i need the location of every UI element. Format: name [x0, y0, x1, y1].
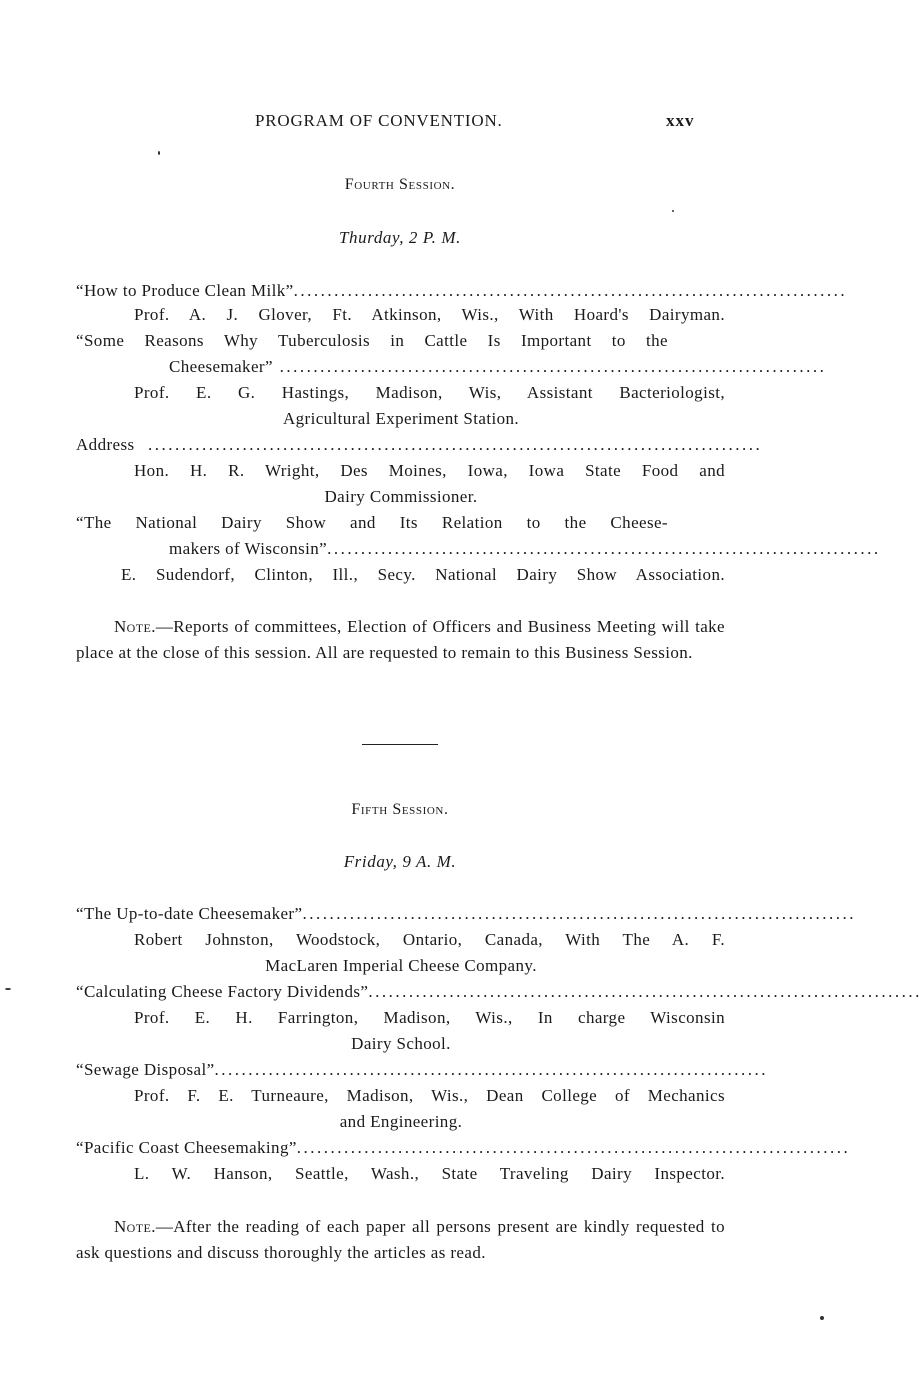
program-item-topic: “Calculating Cheese Factory Dividends” ..................................................................................: [76, 982, 922, 1001]
note-label: Note.: [114, 1217, 156, 1236]
session-note: [76, 614, 725, 666]
session-title: Fifth Session.: [351, 801, 449, 818]
program-item-topic: “Some Reasons Why Tuberculosis in Cattle Is Important to the: [76, 331, 668, 350]
program-item-speaker: Agricultural Experiment Station.: [282, 409, 520, 428]
program-item-speaker: Robert Johnston, Woodstock, Ontario, Canada, With The A. F.: [134, 930, 725, 949]
program-item-topic: “Pacific Coast Cheesemaking” ..................................................................................: [76, 1138, 851, 1157]
program-item-speaker: L. W. Hanson, Seattle, Wash., State Traveling Dairy Inspector.: [134, 1164, 725, 1183]
program-item-topic: Cheesemaker” .................................................................................: [169, 357, 827, 376]
session-time: Friday, 9 A. M.: [343, 852, 457, 871]
program-item-speaker: Prof. E. G. Hastings, Madison, Wis, Assistant Bacteriologist,: [134, 383, 725, 402]
scan-speck: [672, 210, 674, 212]
note-text: —Reports of committees, Election of Officers and Business Meeting will take place at the close of this session. All are requested to remain to this Business Session.: [76, 617, 725, 662]
section-divider: [362, 744, 438, 745]
scan-speck: [820, 1316, 824, 1320]
program-item-topic: Address ...........................................................................................: [76, 435, 763, 454]
program-item-speaker: Hon. H. R. Wright, Des Moines, Iowa, Iowa State Food and: [134, 461, 725, 480]
program-item-speaker: and Engineering.: [339, 1112, 463, 1131]
session-time: Thurday, 2 P. M.: [338, 228, 461, 247]
session-title: Fourth Session.: [344, 176, 456, 193]
program-item-speaker: MacLaren Imperial Cheese Company.: [265, 956, 537, 975]
program-item-speaker: Dairy Commissioner.: [324, 487, 478, 506]
running-head-title: PROGRAM OF CONVENTION.: [255, 111, 503, 130]
program-item-speaker: Prof. F. E. Turneaure, Madison, Wis., Dean College of Mechanics: [134, 1086, 725, 1105]
program-item-topic: “Sewage Disposal” ..................................................................................: [76, 1060, 769, 1079]
program-item-topic: makers of Wisconsin” ..................................................................................: [169, 539, 881, 558]
program-item-topic: “The National Dairy Show and Its Relation to the Cheese-: [76, 513, 668, 532]
session-note: [76, 1214, 725, 1266]
program-item-topic: “How to Produce Clean Milk” ..................................................................................: [76, 281, 848, 300]
program-item-speaker: E. Sudendorf, Clinton, Ill., Secy. National Dairy Show Association.: [121, 565, 725, 584]
program-item-speaker: Prof. E. H. Farrington, Madison, Wis., In charge Wisconsin: [134, 1008, 725, 1027]
scan-speck: [5, 988, 11, 990]
running-head: [0, 111, 887, 135]
scan-speck: [158, 151, 160, 155]
program-item-speaker: Dairy School.: [351, 1034, 451, 1053]
program-item-topic: “The Up-to-date Cheesemaker” ..................................................................................: [76, 904, 856, 923]
page-number: xxv: [666, 111, 695, 130]
program-item-speaker: Prof. A. J. Glover, Ft. Atkinson, Wis., With Hoard's Dairyman.: [134, 305, 725, 324]
note-text: —After the reading of each paper all persons present are kindly requested to ask questions and discuss thoroughly the articles as read.: [76, 1217, 725, 1262]
note-label: Note.: [114, 617, 156, 636]
